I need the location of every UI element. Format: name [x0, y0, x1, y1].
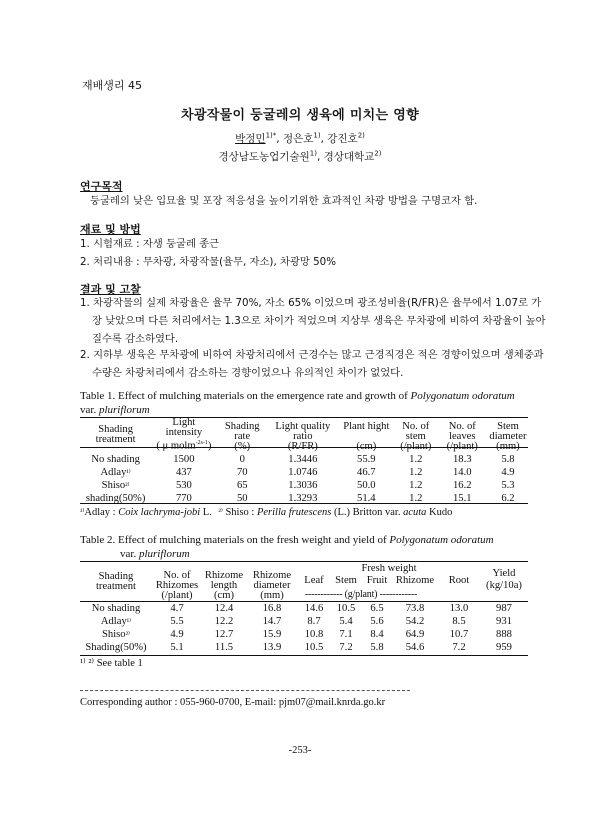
affiliation-separator: , — [316, 151, 324, 163]
light-intensity-cell: 530 — [175, 479, 192, 491]
light-quality-cell: 1.0746 — [288, 466, 318, 478]
t1-header-leaves — [437, 418, 488, 452]
leaf-count-cell: 15.1 — [452, 492, 472, 504]
table1-caption-text: Table 1. Effect of mulching materials on the emergence rate and growth of — [80, 390, 411, 402]
t1-header-rate-label: Shading rate — [224, 420, 260, 442]
author-2: 정은호 — [282, 133, 314, 145]
t1-foot-adlay-sci: Coix lachryma-jobi — [118, 507, 201, 518]
t1-foot-shiso: Shiso : — [222, 507, 257, 518]
shading-rate-cell: 50 — [236, 492, 248, 504]
fruit-weight-cell: 5.6 — [370, 616, 384, 627]
t2-header-rhizomes-unit: (/plant) — [161, 590, 193, 601]
rhizome-length-cell: 12.7 — [214, 629, 234, 640]
treatment-label: No shading — [91, 603, 141, 614]
t2-header-leaf: Leaf — [304, 575, 324, 586]
footnote-mark: ¹⁾ — [126, 617, 132, 626]
session-code: 재배생리 45 — [82, 79, 142, 92]
t2-header-treatment — [80, 562, 152, 601]
leaf-weight-cell: 10.8 — [304, 629, 324, 640]
table2-caption-text: Table 2. Effect of mulching materials on the fresh weight and yield of — [80, 534, 390, 546]
table-row — [80, 452, 528, 465]
t1-header-stem-label: No. of stem — [402, 420, 430, 442]
t1-foot-adlay: Adlay : — [84, 507, 119, 518]
t2-header-length-unit: (cm) — [214, 590, 234, 601]
t2-header-stem: Stem — [335, 575, 357, 586]
treatment-cell — [80, 614, 152, 627]
t2-header-fruit: Fruit — [366, 575, 388, 586]
t1-header-quality-unit: (R/FR) — [287, 440, 318, 452]
treatment-label: Adlay — [100, 616, 127, 627]
table-row — [80, 627, 528, 640]
section-heading-results: 결과 및 고찰 — [80, 283, 141, 296]
root-weight-cell: 13.0 — [449, 603, 469, 614]
section-heading-methods: 재료 및 방법 — [80, 223, 141, 236]
paper-title: 차광작물이 둥굴레의 생육에 미치는 영향 — [181, 108, 419, 123]
t2-header-diameter-unit: (mm) — [260, 590, 284, 601]
affiliation-1: 경상남도농업기술원 — [218, 151, 310, 163]
treatment-label: No shading — [91, 453, 140, 465]
rhizome-diameter-cell: 15.9 — [262, 629, 282, 640]
rhizome-length-cell: 12.4 — [214, 603, 234, 614]
t1-header-light — [151, 418, 216, 452]
author-2-mark: 1) — [313, 131, 321, 140]
rhizome-count-cell: 5.1 — [170, 642, 184, 653]
rhizome-diameter-cell: 14.7 — [262, 616, 282, 627]
t2-header-treatment-label: Shading treatment — [95, 570, 136, 592]
t2-header-length-label: Rhizome length — [204, 570, 244, 591]
yield-cell: 931 — [496, 616, 512, 627]
rhizome-weight-cell: 54.6 — [405, 642, 425, 653]
treatment-cell — [80, 478, 151, 491]
light-intensity-cell: 770 — [175, 492, 192, 504]
t1-light-unit-text: ( μ molm — [156, 440, 196, 452]
table-row — [80, 491, 528, 504]
author-3-mark: 2) — [357, 131, 365, 140]
leaf-weight-cell: 10.5 — [304, 642, 324, 653]
rhizome-weight-cell: 73.8 — [405, 603, 425, 614]
stem-diameter-cell: 6.2 — [501, 492, 515, 504]
table1 — [80, 418, 528, 504]
table1-caption-var: var. — [80, 404, 99, 416]
root-weight-cell: 7.2 — [452, 642, 466, 653]
leaf-count-cell: 18.3 — [452, 453, 472, 465]
author-3: 강진호 — [327, 133, 358, 145]
t1-foot-shiso-end: Kudo — [426, 507, 453, 518]
t1-light-unit-end: ) — [207, 440, 212, 452]
footnote-mark: ²⁾ — [125, 480, 130, 490]
treatment-label: Shiso — [101, 479, 126, 491]
light-intensity-cell: 437 — [175, 466, 192, 478]
treatment-cell — [80, 627, 152, 640]
table1-footnote — [80, 507, 452, 518]
stem-count-cell: 1.2 — [409, 492, 423, 504]
t1-header-quality-label: Light quality ratio — [275, 420, 331, 442]
affiliation-2-mark: 2) — [374, 149, 382, 158]
leaf-weight-cell: 14.6 — [304, 603, 324, 614]
table1-caption — [80, 389, 528, 417]
yield-cell: 888 — [496, 629, 512, 640]
treatment-cell — [80, 452, 151, 465]
t1-header-leaves-label: No. of leaves — [448, 420, 476, 442]
author-separator: , — [276, 133, 283, 145]
rhizome-length-cell: 11.5 — [214, 642, 234, 653]
rhizome-count-cell: 4.9 — [170, 629, 184, 640]
fruit-weight-cell: 8.4 — [370, 629, 384, 640]
fruit-weight-cell: 6.5 — [370, 603, 384, 614]
author-separator: , — [320, 133, 328, 145]
t2-header-yield — [480, 562, 528, 601]
stem-weight-cell: 7.2 — [339, 642, 353, 653]
t1-header-rate — [216, 418, 268, 452]
affiliation-2: 경상대학교 — [323, 151, 375, 163]
table-row — [80, 465, 528, 478]
plant-height-cell: 55.9 — [357, 453, 376, 465]
author-1: 박정민 — [235, 133, 266, 145]
table2-caption-variety: pluriflorum — [138, 548, 190, 560]
t1-light-unit-sup: -2s-1 — [195, 440, 208, 446]
table2-bottom-rule — [80, 655, 528, 656]
leaf-count-cell: 14.0 — [452, 466, 472, 478]
plant-height-cell: 51.4 — [357, 492, 376, 504]
light-quality-cell: 1.3036 — [288, 479, 318, 491]
t1-foot-adlay-author: L. — [200, 507, 212, 518]
methods-item: 2. 처리내용 : 무차광, 차광작물(율무, 자소), 차광망 50% — [80, 256, 336, 268]
stem-diameter-cell: 5.8 — [501, 453, 515, 465]
t1-header-treatment-label: Shading treatment — [95, 423, 136, 445]
rhizome-diameter-cell: 16.8 — [262, 603, 282, 614]
table2-caption-var: var. — [120, 548, 139, 560]
table1-caption-variety: pluriflorum — [98, 404, 150, 416]
t1-foot-shiso-sci: Perilla frutescens — [256, 507, 332, 518]
table-row — [80, 601, 528, 614]
section-heading-purpose: 연구목적 — [80, 180, 123, 193]
t1-header-stem-unit: (/plant) — [400, 440, 432, 452]
footnote-mark: ¹⁾ — [126, 467, 131, 477]
t1-header-stem — [395, 418, 437, 452]
t2-header-length — [202, 562, 246, 601]
stem-count-cell: 1.2 — [409, 466, 423, 478]
light-intensity-cell: 1500 — [173, 453, 195, 465]
rhizome-weight-cell: 54.2 — [405, 616, 425, 627]
treatment-cell — [80, 601, 152, 614]
page-number: -253- — [288, 745, 312, 756]
table1-caption-species: Polygonatum odoratum — [410, 390, 515, 402]
t1-foot-shiso-var: acuta — [403, 507, 427, 518]
t1-header-rate-unit: (%) — [234, 440, 251, 452]
light-quality-cell: 1.3293 — [288, 492, 318, 504]
t2-header-fresh-weight-unit: ------------ (g/plant) ------------ — [304, 589, 418, 600]
table2-header-row-1 — [80, 562, 528, 576]
table1-body — [80, 452, 528, 504]
table2-caption-species: Polygonatum odoratum — [389, 534, 494, 546]
table-row — [80, 614, 528, 627]
t2-header-root: Root — [448, 575, 470, 586]
author-list — [0, 131, 600, 146]
t1-header-light-label: Light intensity — [165, 417, 203, 438]
results-item: 2. 지하부 생육은 무차광에 비하여 차광처리에서 근경수는 많고 근경직경은 적은 경향이었으며 생체중과 수량은 차광처리에서 감소하는 경향이었으나 유의적인 차이가 없었다. — [80, 349, 544, 379]
yield-cell: 959 — [496, 642, 512, 653]
table2 — [80, 562, 528, 653]
t1-header-height-unit: (cm) — [356, 440, 377, 452]
leaf-weight-cell: 8.7 — [307, 616, 321, 627]
table2-footnote: ¹⁾ ²⁾ See table 1 — [80, 658, 143, 669]
rhizome-count-cell: 4.7 — [170, 603, 184, 614]
t1-foot-mark: ¹⁾ — [80, 507, 85, 516]
affiliation-1-mark: 1) — [309, 149, 317, 158]
t1-header-leaves-unit: (/plant) — [446, 440, 478, 452]
t1-header-diameter-label: Stem diameter — [489, 420, 527, 442]
rhizome-weight-cell: 64.9 — [405, 629, 425, 640]
stem-weight-cell: 10.5 — [336, 603, 356, 614]
table-row — [80, 640, 528, 653]
t1-header-diameter-unit: (mm) — [496, 440, 520, 452]
t1-header-height-label: Plant hight — [343, 420, 390, 432]
treatment-label: Shading(50%) — [85, 642, 147, 653]
light-quality-cell: 1.3446 — [288, 453, 318, 465]
root-weight-cell: 8.5 — [452, 616, 466, 627]
yield-cell: 987 — [496, 603, 512, 614]
stem-count-cell: 1.2 — [409, 479, 423, 491]
t1-header-light-unit — [151, 438, 216, 452]
corresponding-author: Corresponding author : 055-960-0700, E-mail: pjm07@mail.knrda.go.kr — [80, 697, 386, 708]
author-1-mark: 1)* — [265, 131, 277, 140]
table2-body — [80, 601, 528, 653]
treatment-label: shading(50%) — [85, 492, 146, 504]
stem-diameter-cell: 5.3 — [501, 479, 515, 491]
t2-header-yield-unit: (kg/10a) — [486, 580, 522, 591]
fruit-weight-cell: 5.8 — [370, 642, 384, 653]
shading-rate-cell: 65 — [236, 479, 248, 491]
treatment-cell — [80, 465, 151, 478]
results-item: 1. 차광작물의 실제 차광율은 율무 70%, 자소 65% 이었으며 광조성비율(R/FR)은 율무에서 1.07로 가장 낮았으며 다른 처리에서는 1.3으로 차이가 적었으며 지상부 생육은 무차광에 비하여 차광율이 높아질수록 감소하였다. — [80, 297, 546, 345]
t2-header-diameter-label: Rhizome diameter — [252, 570, 292, 591]
leaf-count-cell: 16.2 — [452, 479, 472, 491]
t1-header-quality — [268, 418, 338, 452]
root-weight-cell: 10.7 — [449, 629, 469, 640]
footnote-divider — [80, 690, 410, 691]
footnote-mark: ²⁾ — [125, 630, 130, 639]
treatment-label: Shiso — [102, 629, 126, 640]
treatment-cell — [80, 491, 151, 504]
affiliation — [0, 149, 600, 164]
t2-header-rhizomes-label: No. of Rhizomes — [155, 570, 199, 591]
t2-header-rhizome: Rhizome — [395, 575, 435, 586]
shading-rate-cell: 70 — [236, 466, 248, 478]
rhizome-count-cell: 5.5 — [170, 616, 184, 627]
t2-header-rhizomes — [152, 562, 202, 601]
t2-header-yield-label: Yield — [492, 568, 516, 579]
methods-item: 1. 시험재료 : 자생 둥굴레 종근 — [80, 238, 220, 250]
plant-height-cell: 46.7 — [357, 466, 376, 478]
t1-header-height — [338, 418, 395, 452]
stem-diameter-cell: 4.9 — [501, 466, 515, 478]
rhizome-diameter-cell: 13.9 — [262, 642, 282, 653]
stem-count-cell: 1.2 — [409, 453, 423, 465]
treatment-cell — [80, 640, 152, 653]
stem-weight-cell: 5.4 — [339, 616, 353, 627]
t1-foot-mark: ²⁾ — [218, 507, 223, 516]
shading-rate-cell: 0 — [239, 453, 245, 465]
purpose-text: 둥굴레의 낮은 입묘율 및 포장 적응성을 높이기위한 효과적인 차광 방법을 구명코자 함. — [90, 195, 478, 207]
rhizome-length-cell: 12.2 — [214, 616, 234, 627]
t1-foot-shiso-author: (L.) Britton var. — [331, 507, 404, 518]
stem-weight-cell: 7.1 — [339, 629, 353, 640]
table1-header-row — [80, 418, 528, 452]
treatment-label: Adlay — [100, 466, 127, 478]
t2-header-fresh-weight: Fresh weight — [361, 563, 417, 574]
plant-height-cell: 50.0 — [357, 479, 376, 491]
table2-caption — [80, 533, 530, 561]
t1-header-diameter — [488, 418, 528, 452]
t1-header-treatment — [80, 418, 151, 452]
table-row — [80, 478, 528, 491]
